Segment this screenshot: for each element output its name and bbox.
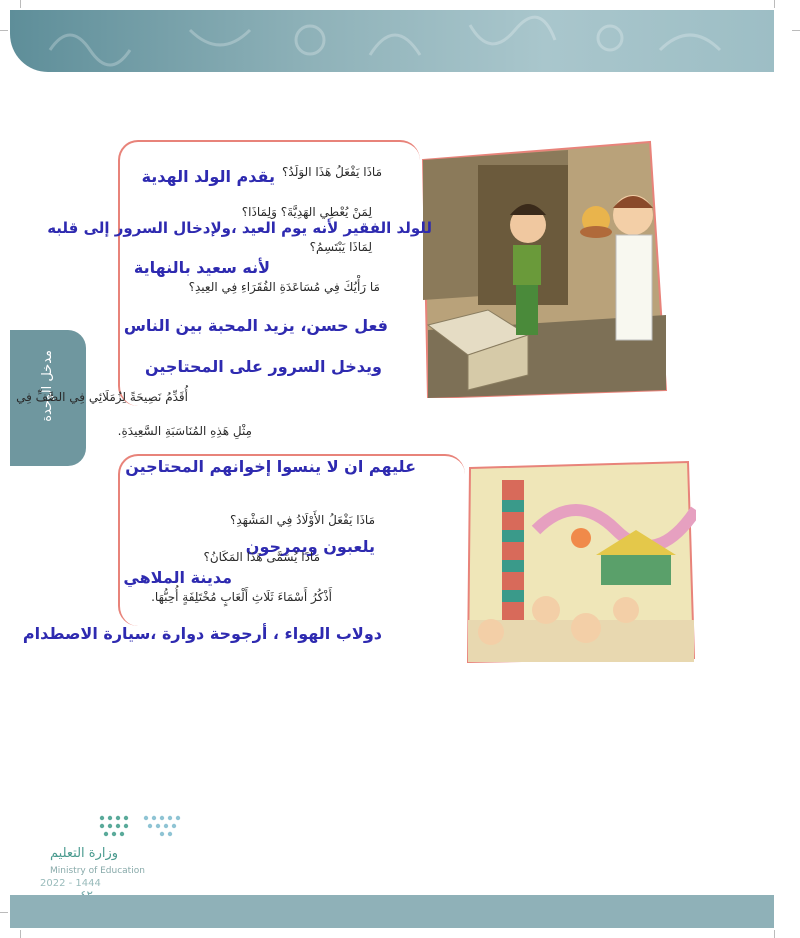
ministry-logo-icon <box>96 812 192 842</box>
arabic-pattern-icon <box>10 10 774 72</box>
answer-3: لأنه سعيد بالنهاية <box>133 258 270 277</box>
answer-4: فعل حسن، يزيد المحبة بين الناس <box>123 316 388 335</box>
question-6: مِثْلِ هَذِهِ المُنَاسَبَةِ السَّعِيدَةِ. <box>117 424 252 438</box>
answer-2: للولد الفقير لأنه يوم العيد ،ولإدخال السرور إلى قلبه <box>47 219 432 237</box>
ministry-name-ar: وزارة التعليم <box>50 846 119 861</box>
question-9: أَذْكُرُ أَسْمَاءَ ثَلَاثِ أَلْعَابٍ مُخْتَلِفَةٍ أُحِبُّهَا. <box>151 590 332 604</box>
question-3: لِمَاذَا يَبْتَسِمُ؟ <box>309 240 372 254</box>
amusement-park-image <box>466 460 696 664</box>
crop-mark <box>774 930 775 938</box>
question-1: مَاذَا يَفْعَلُ هَذَا الوَلَدُ؟ <box>282 165 382 179</box>
top-banner <box>10 10 774 72</box>
answer-8: مدينة الملاهي <box>123 568 232 587</box>
question-7: مَاذَا يَفْعَلُ الأَوْلَادُ فِي المَشْهَدِ؟ <box>229 513 375 527</box>
crop-mark <box>792 30 800 31</box>
crop-mark <box>0 912 8 913</box>
crop-mark <box>774 0 775 8</box>
answer-1: يقدم الولد الهدية <box>141 167 275 186</box>
ministry-name-en: Ministry of Education <box>50 866 145 876</box>
edition-year: 2022 - 1444 <box>40 878 101 889</box>
answer-5: ويدخل السرور على المحتاجين <box>145 357 382 376</box>
question-4: مَا رَأْيُكَ فِي مُسَاعَدَةِ الفُقَرَاءِ فِي العِيدِ؟ <box>188 280 380 294</box>
crop-mark <box>20 930 21 938</box>
question-8: مَاذَا يُسَمَّى هَذَا المَكَانُ؟ <box>203 550 320 564</box>
answer-7: يلعبون ويمرحون <box>245 537 375 556</box>
gift-scene-image <box>418 140 668 398</box>
crop-mark <box>0 30 8 31</box>
answer-6: عليهم ان لا ينسوا إخوانهم المحتاجين <box>125 457 416 476</box>
question-2: لِمَنْ يُعْطِي الهَدِيَّةَ؟ وَلِمَاذَا؟ <box>241 205 372 219</box>
crop-mark <box>20 0 21 8</box>
footer-bar <box>10 895 774 928</box>
unit-intro-label: مدخل الوحدة <box>40 350 55 422</box>
question-5: أُقَدِّمُ نَصِيحَةً لِزُمَلَائِي فِي الصَّفِّ فِي <box>16 390 188 404</box>
answer-9: دولاب الهواء ، أرجوحة دوارة ،سيارة الاصطدام <box>22 624 382 643</box>
